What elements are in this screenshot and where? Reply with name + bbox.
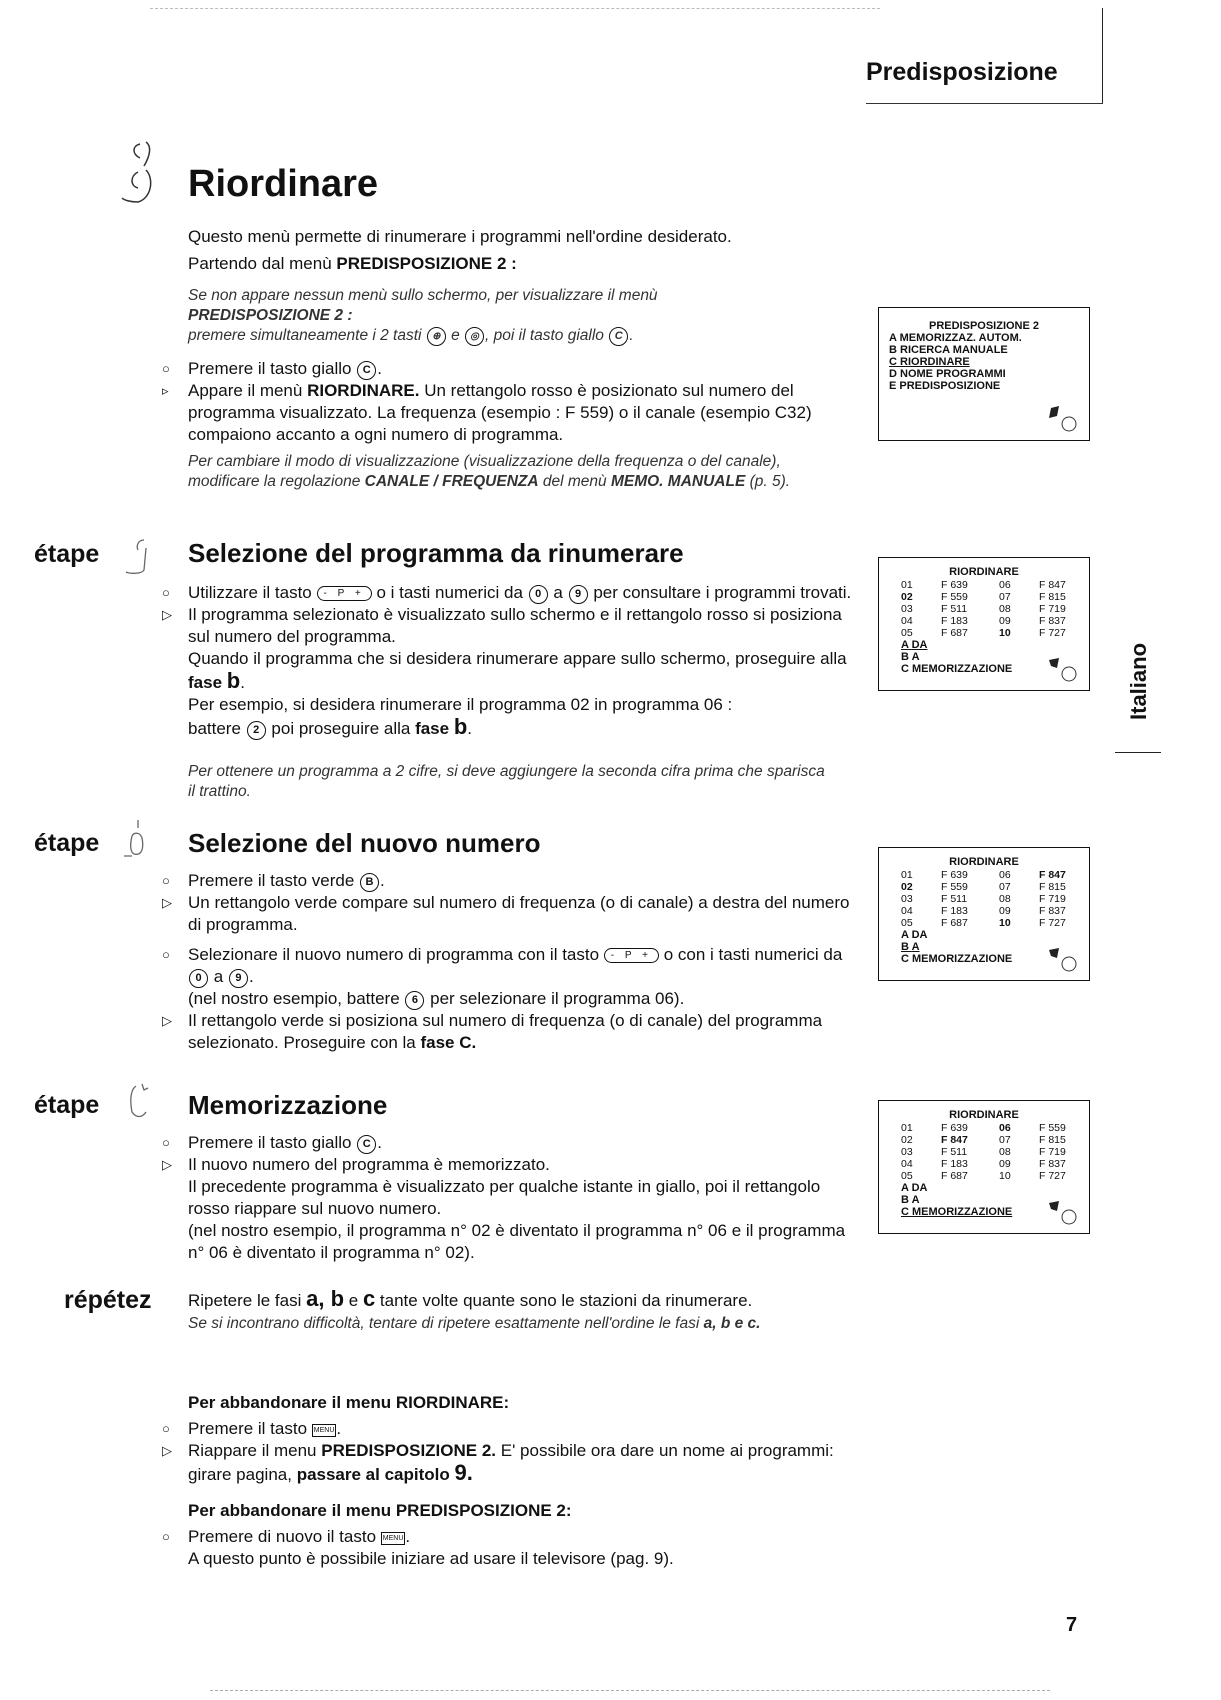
- digit-6-key-icon: 6: [405, 991, 424, 1010]
- text-span: a, b: [306, 1286, 345, 1311]
- text-span: tante volte quante sono le stazioni da rinumerare.: [375, 1291, 753, 1310]
- text-span: F 815: [1039, 881, 1066, 893]
- text-span: 07: [999, 591, 1011, 603]
- text-span: MEMO. MANUALE: [610, 473, 746, 490]
- yellow-key-icon: C: [357, 361, 376, 380]
- text-span: 04: [901, 905, 913, 917]
- text-span: a: [553, 583, 563, 602]
- text-span: Il rettangolo verde si posiziona sul numero di frequenza (o di canale) del programma selezionato. Proseguire con la: [188, 1011, 823, 1052]
- repeat-note: [188, 1314, 1068, 1334]
- exit-predisposizione-body: [162, 1526, 862, 1570]
- text-span: A: [911, 651, 920, 663]
- action-bullet: ○ Premere di nuovo il tasto MENU . A questo punto è possibile iniziare ad usare il televisore (pag. 9).: [162, 1527, 674, 1568]
- chapter-number-icon: [118, 138, 168, 208]
- action-bullet: ○ Premere il tasto MENU .: [162, 1419, 342, 1438]
- result-bullet: [162, 380, 867, 446]
- language-tab: Italiano: [1126, 642, 1151, 720]
- text-span: F 815: [1039, 1134, 1066, 1146]
- text-span: A questo punto è possibile iniziare ad usare il televisore (pag. 9).: [188, 1549, 674, 1568]
- text-span: F 719: [1039, 603, 1066, 615]
- tv-screen-riordinare-stored: [878, 1100, 1090, 1234]
- text-span: F 559: [941, 881, 968, 893]
- text-span: RIORDINARE.: [307, 381, 420, 400]
- note-open-menu: Se non appare nessun menù sullo schermo, per visualizzare il menù PREDISPOSIZIONE 2 : premere simultaneamente i 2 tasti ⊕ e ◎ , poi il tasto giallo C .: [188, 286, 828, 346]
- text-span: b: [453, 714, 468, 739]
- text-span: F 727: [1039, 627, 1066, 639]
- text-span: Utilizzare il tasto: [188, 583, 312, 602]
- scan-artifact-bottom: [210, 1690, 1050, 1692]
- text-span: Per cambiare il modo di visualizzazione (visualizzazione della frequenza o del canale), modificare la regolazione: [188, 453, 781, 490]
- text-span: F 687: [941, 1170, 968, 1182]
- triangle-bullet-icon: ▷: [162, 895, 172, 910]
- tv-menu-item-selected: [889, 356, 1089, 368]
- text-span: F 847: [1039, 869, 1066, 881]
- text-span: F 847: [941, 1134, 968, 1146]
- text-span: (nel nostro esempio, il programma n° 02 è diventato il programma n° 06 e il programma n° 06 è diventato il programma n° 02).: [188, 1221, 846, 1262]
- triangle-bullet-icon: ▷: [162, 1157, 172, 1172]
- triangle-bullet-icon: ▷: [162, 607, 172, 622]
- scan-blot-icon: [1045, 654, 1079, 684]
- text-span: F 719: [1039, 893, 1066, 905]
- triangle-bullet-icon: ▷: [162, 1443, 172, 1458]
- text-span: MEMORIZZAZIONE: [912, 953, 1013, 965]
- action-bullet: ○ Premere il tasto giallo C .: [162, 359, 382, 378]
- language-tab-rule: [1115, 752, 1161, 753]
- exit-riordinare-heading: Per abbandonare il menu RIORDINARE:: [188, 1393, 510, 1412]
- text-span: Premere il tasto: [188, 1419, 308, 1438]
- text-span: Partendo dal menù: [188, 254, 337, 273]
- menu-key-icon: MENU: [381, 1532, 406, 1545]
- step-c-letter-icon: [122, 1082, 156, 1122]
- text-span: C: [901, 953, 909, 965]
- text-span: 10: [999, 917, 1011, 929]
- text-span: 08: [999, 603, 1011, 615]
- result-bullet: [162, 1154, 852, 1264]
- text-span: F 183: [941, 1158, 968, 1170]
- note-display-mode: [188, 452, 828, 492]
- text-span: NOME PROGRAMMI: [900, 368, 1006, 380]
- tv-title: RIORDINARE: [949, 856, 1019, 868]
- text-span: DA: [911, 639, 928, 651]
- text-span: fase: [415, 719, 450, 738]
- page-number: 7: [1066, 1614, 1078, 1636]
- text-span: 04: [901, 1158, 913, 1170]
- tv-option: [879, 1182, 1089, 1194]
- text-span: F 837: [1039, 905, 1066, 917]
- text-span: passare al capitolo: [296, 1465, 450, 1484]
- text-span: 03: [901, 893, 913, 905]
- text-span: poi proseguire alla: [271, 719, 416, 738]
- action-bullet: ○ Premere il tasto giallo C .: [162, 1133, 382, 1152]
- step-c-body: [162, 1132, 852, 1264]
- tv-program-grid: [879, 1122, 1089, 1182]
- section-header: Predisposizione: [866, 58, 1058, 86]
- step-b-label: étape: [34, 829, 100, 857]
- text-span: F 639: [941, 869, 968, 881]
- text-span: C: [901, 1206, 909, 1218]
- triangle-bullet-icon: ▹: [162, 383, 169, 398]
- tv-option-selected: [879, 639, 1089, 651]
- text-span: battere: [188, 719, 241, 738]
- digit-0-key-icon: 0: [189, 969, 208, 988]
- text-span: DA: [911, 1182, 928, 1194]
- scan-blot-icon: [1045, 944, 1079, 974]
- text-span: 02: [901, 1134, 913, 1146]
- step-b-title: Selezione del nuovo numero: [188, 828, 541, 858]
- text-span: Premere di nuovo il tasto: [188, 1527, 377, 1546]
- step-c-label: étape: [34, 1091, 100, 1119]
- tv-title: RIORDINARE: [949, 566, 1019, 578]
- text-span: F 559: [1039, 1122, 1066, 1134]
- tv-screen-riordinare-new-number: [878, 847, 1090, 981]
- text-span: F 687: [941, 917, 968, 929]
- tv-screen-riordinare-select: [878, 557, 1090, 691]
- text-span: c: [362, 1286, 376, 1311]
- exit-predisposizione-heading: Per abbandonare il menu PREDISPOSIZIONE 2:: [188, 1501, 572, 1520]
- triangle-bullet-icon: ▷: [162, 1013, 172, 1028]
- text-span: Il programma selezionato è visualizzato sullo schermo e il rettangolo rosso si posiziona sul numero del programma.: [188, 605, 842, 646]
- text-span: 06: [999, 1122, 1011, 1134]
- text-span: 03: [901, 603, 913, 615]
- step-a-label: étape: [34, 540, 100, 568]
- text-span: a, b e c.: [703, 1315, 761, 1332]
- text-span: MEMORIZZAZIONE: [912, 663, 1013, 675]
- text-span: F 511: [941, 603, 968, 615]
- circle-bullet-icon: ○: [162, 1529, 170, 1544]
- text-span: E' possibile ora dare un nome ai programmi: girare pagina,: [188, 1441, 834, 1484]
- text-span: per selezionare il programma 06).: [430, 989, 685, 1008]
- repeat-text: [188, 1288, 1068, 1312]
- corner-rule: [1102, 8, 1103, 104]
- green-key-icon: B: [360, 873, 379, 892]
- text-span: 01: [901, 579, 913, 591]
- text-span: Quando il programma che si desidera rinumerare appare sullo schermo, proseguire alla: [188, 649, 847, 668]
- circle-bullet-icon: ○: [162, 1135, 170, 1150]
- yellow-key-icon: C: [609, 327, 628, 346]
- text-span: F 727: [1039, 1170, 1066, 1182]
- text-span: E: [889, 380, 897, 392]
- text-span: 09: [999, 615, 1011, 627]
- text-span: F 639: [941, 579, 968, 591]
- step-a-body: [162, 582, 852, 740]
- text-span: F 511: [941, 893, 968, 905]
- intro-line-2: [188, 253, 828, 275]
- text-span: A: [911, 1194, 920, 1206]
- digit-2-key-icon: 2: [247, 721, 266, 740]
- digit-0-key-icon: 0: [529, 585, 548, 604]
- text-span: A: [889, 332, 897, 344]
- text-span: PREDISPOSIZIONE 2 :: [336, 254, 517, 273]
- text-span: o i tasti numerici da: [376, 583, 523, 602]
- tv-menu-item: [889, 344, 1089, 356]
- result-bullet: [162, 1010, 852, 1054]
- text-span: premere simultaneamente i 2 tasti: [188, 327, 422, 344]
- text-span: 01: [901, 869, 913, 881]
- text-span: F 183: [941, 905, 968, 917]
- text-span: b: [226, 668, 241, 693]
- text-span: F 183: [941, 615, 968, 627]
- text-span: F 847: [1039, 579, 1066, 591]
- text-span: F 511: [941, 1146, 968, 1158]
- tv-program-grid: [879, 579, 1089, 639]
- text-span: 05: [901, 1170, 913, 1182]
- text-span: A: [901, 639, 909, 651]
- step-a-letter-icon: [120, 536, 154, 576]
- text-span: 08: [999, 893, 1011, 905]
- text-span: 07: [999, 881, 1011, 893]
- text-span: F 687: [941, 627, 968, 639]
- text-span: 08: [999, 1146, 1011, 1158]
- text-span: 03: [901, 1146, 913, 1158]
- text-span: F 559: [941, 591, 968, 603]
- scan-blot-icon: [1045, 1197, 1079, 1227]
- text-span: 01: [901, 1122, 913, 1134]
- text-span: RIORDINARE: [900, 356, 970, 368]
- text-span: F 837: [1039, 1158, 1066, 1170]
- text-span: Ripetere le fasi: [188, 1291, 307, 1310]
- digit-9-key-icon: 9: [569, 585, 588, 604]
- text-span: 05: [901, 627, 913, 639]
- text-span: A: [901, 1182, 909, 1194]
- tv-screen-predisposizione: [878, 307, 1090, 441]
- repeat-label: répétez: [64, 1286, 152, 1314]
- section-header-rule: [866, 103, 1103, 104]
- tv-menu-item: [889, 368, 1089, 380]
- text-span: B: [889, 344, 897, 356]
- text-span: MEMORIZZAZ. AUTOM.: [899, 332, 1022, 344]
- text-span: MEMORIZZAZIONE: [912, 1206, 1013, 1218]
- settings-key-icon: ◎: [465, 327, 484, 346]
- tv-menu-item: [889, 332, 1089, 344]
- text-span: del menù: [538, 473, 611, 490]
- text-span: o con i tasti numerici da: [663, 945, 843, 964]
- exit-riordinare-body: [162, 1418, 862, 1486]
- text-span: 02: [901, 591, 913, 603]
- text-span: Riappare il menu: [188, 1441, 322, 1460]
- step-c-title: Memorizzazione: [188, 1090, 388, 1120]
- text-span: Selezionare il nuovo numero di programma con il tasto: [188, 945, 600, 964]
- text-span: Se si incontrano difficoltà, tentare di ripetere esattamente nell'ordine le fasi: [188, 1315, 704, 1332]
- text-span: DA: [911, 929, 928, 941]
- text-span: B: [901, 941, 909, 953]
- text-span: F 815: [1039, 591, 1066, 603]
- text-span: a: [213, 967, 224, 986]
- tv-menu: [879, 332, 1089, 392]
- text-span: D: [889, 368, 897, 380]
- tv-menu-item: [889, 380, 1089, 392]
- text-span: e: [446, 327, 465, 344]
- text-span: Premere il tasto giallo: [188, 359, 352, 378]
- menu-key-icon: MENU: [312, 1424, 337, 1437]
- text-span: Un rettangolo verde compare sul numero di frequenza (o di canale) a destra del numero di programma.: [188, 893, 850, 934]
- program-key-icon: ⊕: [427, 327, 446, 346]
- text-span: 04: [901, 615, 913, 627]
- text-span: Appare il menù: [188, 381, 308, 400]
- circle-bullet-icon: ○: [162, 1421, 170, 1436]
- step-b-body: [162, 870, 852, 1054]
- text-span: 09: [999, 905, 1011, 917]
- text-span: 06: [999, 579, 1011, 591]
- text-span: C: [889, 356, 897, 368]
- text-span: fase C.: [420, 1033, 477, 1052]
- digit-9-key-icon: 9: [229, 969, 248, 988]
- action-bullet: ○ Selezionare il nuovo numero di programma con il tasto - P + o con i tasti numerici da 0 a 9 . (nel nostro esempio, battere 6 per selezionare il programma 06).: [162, 945, 843, 1008]
- tv-program-grid: [879, 869, 1089, 929]
- text-span: Premere il tasto verde: [188, 871, 355, 890]
- text-span: per consultare i programmi trovati.: [593, 583, 852, 602]
- circle-bullet-icon: ○: [162, 947, 170, 962]
- result-bullet: ▷ Il programma selezionato è visualizzato sullo schermo e il rettangolo rosso si posiziona sul numero del programma. Quando il programma che si desidera rinumerare appare sullo schermo, proseguire alla fase b. Per esempio, si desidera rinumerare il programma 02 in programma 06 : battere 2 poi proseguire alla fase b.: [162, 604, 852, 740]
- text-span: A: [911, 941, 920, 953]
- text-span: B: [901, 651, 909, 663]
- text-span: Per esempio, si desidera rinumerare il programma 02 in programma 06 :: [188, 695, 733, 714]
- text-span: (nel nostro esempio, battere: [188, 989, 400, 1008]
- text-span: 9.: [454, 1460, 473, 1485]
- text-span: (p. 5).: [745, 473, 791, 490]
- text-span: Premere il tasto giallo: [188, 1133, 352, 1152]
- text-span: CANALE / FREQUENZA: [364, 473, 539, 490]
- text-span: C: [901, 663, 909, 675]
- action-bullet: ○ Premere il tasto verde B .: [162, 871, 385, 890]
- text-span: A: [901, 929, 909, 941]
- text-span: 05: [901, 917, 913, 929]
- text-span: 10: [999, 627, 1011, 639]
- text-span: Il nuovo numero del programma è memorizzato.: [188, 1155, 550, 1174]
- text-span: 02: [901, 881, 913, 893]
- scan-blot-icon: [1045, 404, 1079, 434]
- text-span: fase: [188, 673, 223, 692]
- yellow-key-icon: C: [357, 1135, 376, 1154]
- chapter-instructions: [162, 358, 867, 446]
- text-span: Un rettangolo rosso è posizionato sul numero del programma visualizzato. La frequenza (esempio : F 559) o il canale (esempio C32) compaiono accanto a ogni numero di programma.: [188, 381, 812, 444]
- tv-option: [879, 929, 1089, 941]
- text-span: PREDISPOSIZIONE 2 :: [188, 307, 353, 324]
- step-b-letter-icon: [120, 818, 154, 858]
- tv-title: RIORDINARE: [949, 1109, 1019, 1121]
- text-span: 06: [999, 869, 1011, 881]
- text-span: F 727: [1039, 917, 1066, 929]
- program-up-down-key-icon: - P +: [317, 586, 372, 601]
- text-span: B: [901, 1194, 909, 1206]
- tv-title: PREDISPOSIZIONE 2: [928, 320, 1040, 332]
- text-span: 07: [999, 1134, 1011, 1146]
- note-two-digit: Per ottenere un programma a 2 cifre, si deve aggiungere la seconda cifra prima che sparisca il trattino.: [188, 763, 825, 800]
- text-span: F 719: [1039, 1146, 1066, 1158]
- result-bullet: [162, 892, 852, 936]
- circle-bullet-icon: ○: [162, 361, 170, 376]
- text-span: e: [344, 1291, 363, 1310]
- text-span: Il precedente programma è visualizzato per qualche istante in giallo, poi il rettangolo rosso riappare sul nuovo numero.: [188, 1177, 821, 1218]
- text-span: Se non appare nessun menù sullo schermo, per visualizzare il menù: [188, 287, 658, 304]
- text-span: F 639: [941, 1122, 968, 1134]
- intro-line-1: Questo menù permette di rinumerare i programmi nell'ordine desiderato.: [188, 227, 732, 246]
- text-span: F 837: [1039, 615, 1066, 627]
- chapter-title: Riordinare: [188, 163, 379, 205]
- program-up-down-key-icon: - P +: [604, 948, 659, 963]
- scan-artifact-top: [150, 8, 880, 10]
- step-a-title: Selezione del programma da rinumerare: [188, 538, 684, 568]
- circle-bullet-icon: ○: [162, 585, 170, 600]
- chapter-intro: [188, 226, 828, 275]
- result-bullet: [162, 1440, 862, 1486]
- text-span: , poi il tasto giallo: [485, 327, 604, 344]
- text-span: PREDISPOSIZIONE: [899, 380, 1001, 392]
- text-span: 10: [999, 1170, 1011, 1182]
- text-span: RICERCA MANUALE: [900, 344, 1008, 356]
- text-span: PREDISPOSIZIONE 2.: [321, 1441, 497, 1460]
- action-bullet: [162, 582, 852, 604]
- text-span: 09: [999, 1158, 1011, 1170]
- circle-bullet-icon: ○: [162, 873, 170, 888]
